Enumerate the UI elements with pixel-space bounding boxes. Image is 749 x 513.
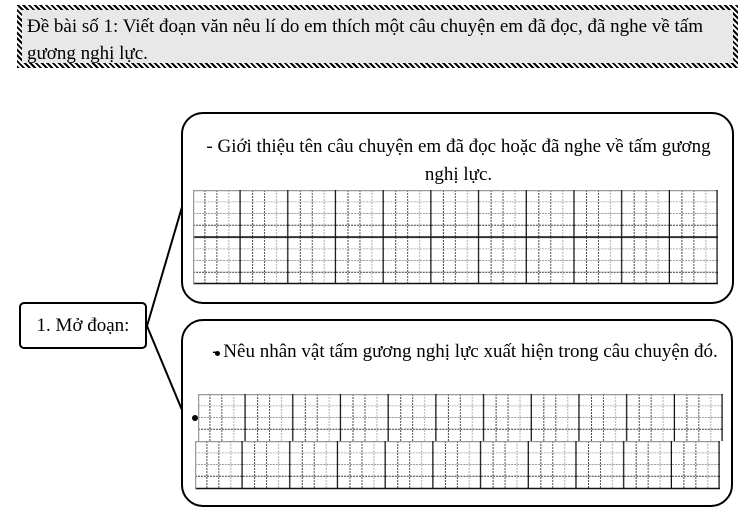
writing-grid-bottom-row1[interactable] (198, 394, 724, 442)
assignment-title-text: Đề bài số 1: Viết đoạn văn nêu lí do em thích một câu chuyện em đã đọc, đã nghe về tấm gương nghị lực. (27, 16, 703, 64)
section-label: 1. Mở đoạn: (36, 314, 130, 336)
section-label-box (19, 302, 147, 349)
writing-grid-bottom-row2[interactable] (195, 441, 721, 490)
writing-grid-top[interactable] (193, 190, 719, 285)
branch-text-character: - Nêu nhân vật tấm gương nghị lực xuất hiện trong câu chuyện đó. (212, 341, 718, 362)
branch-text-intro-story: - Giới thiệu tên câu chuyện em đã đọc hoặc đã nghe về tấm gương nghị lực. (206, 136, 711, 185)
